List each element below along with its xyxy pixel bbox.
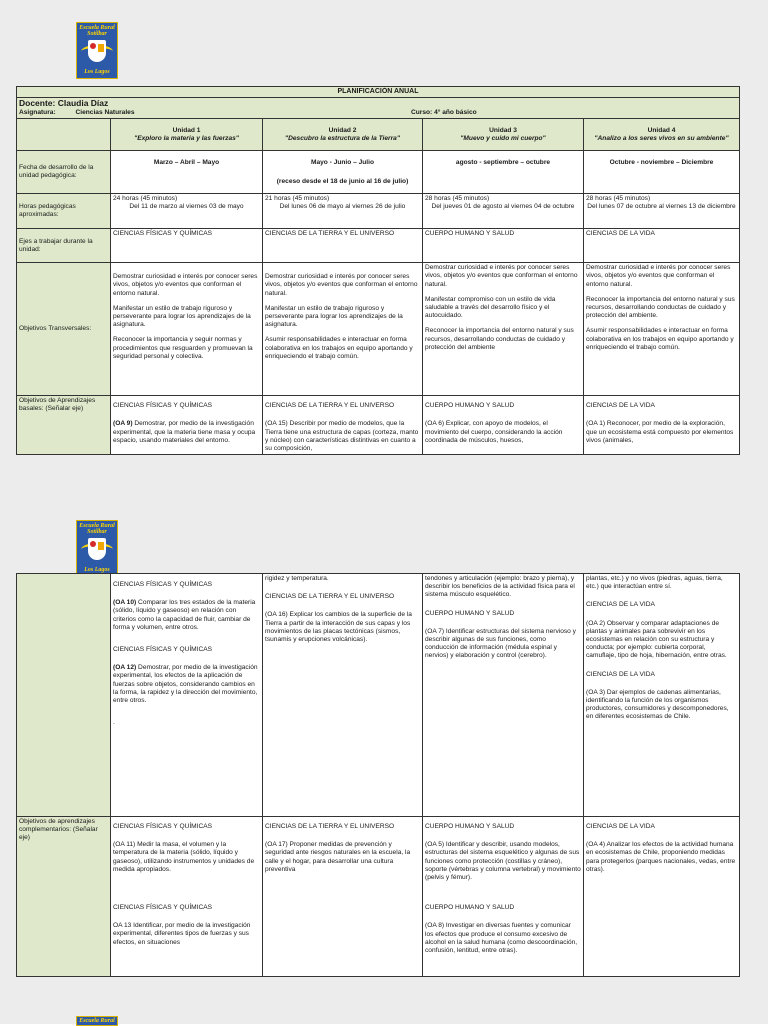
unit-3-complementary-oa: CUERPO HUMANO Y SALUD (OA 5) Identificar y describir, usando modelos, estructuras del sistema esquelético y algunas de sus funciones como protección (costillas y cráneo), soporte (vértebras y columna vertebral) y movimiento (pelvis y fémur). CUERPO HUMANO Y SALUD (OA 8) Investigar en diversas fuentes y comunicar los efectos que produce el consumo excesivo de alcohol en la salud humana (como descoordinación, confusión, lentitud, entre otras).: [423, 817, 584, 977]
recess-note: (receso desde el 18 de junio al 16 de julio): [276, 178, 409, 186]
unit-2-dates: Mayo - Junio – Julio (receso desde el 18 de junio al 16 de julio): [263, 151, 423, 194]
school-logo-page-2: Escuela Rural Sotilbar Los Lagos: [76, 520, 118, 577]
unit-1-axis: CIENCIAS FÍSICAS Y QUÍMICAS: [111, 229, 263, 263]
table-title: PLANIFICACIÓN ANUAL: [17, 87, 740, 98]
unit-4-transversal: Demostrar curiosidad e interés por conocer seres vivos, objetos y/o eventos que conforman el entorno natural. Reconocer la importancia del entorno natural y sus recursos, desarrollando conductas de cuidado y protección del ambiente. Asumir responsabilidades e interactuar en forma colaborativa en los trabajos en equipo aportando y enriqueciendo el trabajo común.: [584, 263, 740, 396]
unit-4-complementary-oa: CIENCIAS DE LA VIDA (OA 4) Analizar los efectos de la actividad humana en ecosistemas de Chile, proponiendo medidas para protegerlos (parques nacionales, vedas, entre otras).: [584, 817, 740, 977]
unit-4-basal-oa-continued: plantas, etc.) y no vivos (piedras, aguas, tierra, etc.) que interactúan entre sí. CIENCIAS DE LA VIDA (OA 2) Observar y comparar adaptaciones de plantas y animales para sobrevivir en los ecosistemas en relación con su estructura y conducta; por ejemplo: cubierta corporal, camuflaje, tipo de hoja, hibernación, entre otras. CIENCIAS DE LA VIDA (OA 3) Dar ejemplos de cadenas alimentarias, identificando la función de los organismos productores, consumidores y descomponedores, en diferentes ecosistemas de Chile.: [584, 574, 740, 817]
unit-1-transversal: Demostrar curiosidad e interés por conocer seres vivos, objetos y/o eventos que conforman el entorno natural. Manifestar un estilo de trabajo riguroso y perseverante para lograr los aprendizajes de la asignatura. Reconocer la importancia y seguir normas y procedimientos que resguarden y promuevan la seguridad personal y colectiva.: [111, 263, 263, 396]
teacher-info: [17, 98, 740, 119]
unit-1-hours: 24 horas (45 minutos) Del 11 de marzo al viernes 03 de mayo: [111, 194, 263, 229]
axes-label: Ejes a trabajar durante la unidad:: [17, 229, 111, 263]
subject-label: Asignatura:: [19, 109, 56, 117]
unit-4-header: Unidad 4 "Analizo a los seres vivos en su ambiente": [584, 119, 740, 151]
unit-3-transversal: Demostrar curiosidad e interés por conocer seres vivos, objetos y/o eventos que conforman el entorno natural. Manifestar compromiso con un estilo de vida saludable a través del desarrollo físico y el autocuidado. Reconocer la importancia del entorno natural y sus recursos, desarrollando conductas de cuidado y protección del ambiente: [423, 263, 584, 396]
unit-4-dates: Octubre - noviembre – Diciembre: [584, 151, 740, 194]
header-empty-cell: [17, 119, 111, 151]
date-label: Fecha de desarrollo de la unidad pedagógica:: [17, 151, 111, 194]
unit-3-basal-oa: CUERPO HUMANO Y SALUD (OA 6) Explicar, con apoyo de modelos, el movimiento del cuerpo, considerando la acción coordinada de músculos, huesos,: [423, 396, 584, 455]
unit-1-complementary-oa: CIENCIAS FÍSICAS Y QUÍMICAS (OA 11) Medir la masa, el volumen y la temperatura de la materia (sólido, líquido y gaseoso), utilizando instrumentos y unidades de medida apropiados. CIENCIAS FÍSICAS Y QUÍMICAS OA 13 Identificar, por medio de la investigación experimental, diferentes tipos de fuerzas y sus efectos, en situaciones: [111, 817, 263, 977]
unit-1-basal-oa: CIENCIAS FÍSICAS Y QUÍMICAS (OA 9) Demostrar, por medio de la investigación experimental, que la materia tiene masa y ocupa espacio, usando materiales del entorno.: [111, 396, 263, 455]
unit-3-hours: 28 horas (45 minutos) Del jueves 01 de agosto al viernes 04 de octubre: [423, 194, 584, 229]
unit-3-basal-oa-continued: tendones y articulación (ejemplo: brazo y pierna), y describir los beneficios de la actividad física para el sistema músculo esquelético. CUERPO HUMANO Y SALUD (OA 7) Identificar estructuras del sistema nervioso y describir algunas de sus funciones, como conducción de información (médula espinal y nervios) y elaboración y control (cerebro).: [423, 574, 584, 817]
unit-2-hours: 21 horas (45 minutos) Del lunes 06 de mayo al viernes 26 de julio: [263, 194, 423, 229]
unit-2-axis: CIENCIAS DE LA TIERRA Y EL UNIVERSO: [263, 229, 423, 263]
basal-oa-label: Objetivos de Aprendizajes basales: (Señalar eje): [17, 396, 111, 455]
hours-label: Horas pedagógicas aproximadas:: [17, 194, 111, 229]
page-1: [16, 86, 739, 455]
unit-4-axis: CIENCIAS DE LA VIDA: [584, 229, 740, 263]
school-logo: Escuela Rural Sotilbar Los Lagos: [76, 22, 118, 79]
unit-2-complementary-oa: CIENCIAS DE LA TIERRA Y EL UNIVERSO (OA 17) Proponer medidas de prevención y seguridad ante riesgos naturales en la escuela, la calle y el hogar, para desarrollar una cultura preventiva: [263, 817, 423, 977]
planning-table-continued: [16, 573, 740, 977]
planning-table: [16, 86, 740, 455]
teacher-name: Docente: Claudia Díaz: [19, 98, 109, 109]
unit-2-basal-oa: CIENCIAS DE LA TIERRA Y EL UNIVERSO (OA 15) Describir por medio de modelos, que la Tierra tiene una estructura de capas (corteza, manto y núcleo) con características distintivas en cuanto a su composición,: [263, 396, 423, 455]
unit-3-header: Unidad 3 "Muevo y cuido mi cuerpo": [423, 119, 584, 151]
unit-2-transversal: Demostrar curiosidad e interés por conocer seres vivos, objetos y/o eventos que conforman el entorno natural. Manifestar un estilo de trabajo riguroso y perseverante para lograr los aprendizajes de la asignatura. Asumir responsabilidades e interactuar en forma colaborativa en los trabajos en equipo aportando y enriqueciendo el trabajo común.: [263, 263, 423, 396]
unit-4-basal-oa: CIENCIAS DE LA VIDA (OA 1) Reconocer, por medio de la exploración, que un ecosistema está compuesto por elementos vivos (animales,: [584, 396, 740, 455]
transversal-label: Objetivos Transversales:: [17, 263, 111, 396]
course-label: Curso: 4° año básico: [411, 109, 477, 117]
unit-1-header: Unidad 1 "Exploro la materia y las fuerzas": [111, 119, 263, 151]
unit-1-dates: Marzo – Abril – Mayo: [111, 151, 263, 194]
unit-4-hours: 28 horas (45 minutos) Del lunes 07 de octubre al viernes 13 de diciembre: [584, 194, 740, 229]
page-2: [16, 573, 739, 977]
complementary-oa-label: Objetivos de aprendizajes complementarios: (Señalar eje): [17, 817, 111, 977]
school-logo-page-3: Escuela Rural: [76, 1016, 118, 1026]
unit-3-dates: agosto - septiembre – octubre: [423, 151, 584, 194]
unit-3-axis: CUERPO HUMANO Y SALUD: [423, 229, 584, 263]
unit-2-basal-oa-continued: rigidez y temperatura. CIENCIAS DE LA TIERRA Y EL UNIVERSO (OA 16) Explicar los cambios de la superficie de la Tierra a partir de la interacción de sus capas y los movimientos de las placas tectónicas (sismos, tsunamis y erupciones volcánicas).: [263, 574, 423, 817]
unit-2-header: Unidad 2 "Descubro la estructura de la Tierra": [263, 119, 423, 151]
subject-value: Ciencias Naturales: [75, 109, 135, 117]
unit-1-basal-oa-continued: CIENCIAS FÍSICAS Y QUÍMICAS (OA 10) Comparar los tres estados de la materia (sólido, líquido y gaseoso) en relación con criterios como la capacidad de fluir, cambiar de forma y volumen, entre otros. CIENCIAS FÍSICAS Y QUÍMICAS (OA 12) Demostrar, por medio de la investigación experimental, los efectos de la aplicación de fuerzas sobre objetos, considerando cambios en la forma, la rapidez y la dirección del movimiento, entre otros. .: [111, 574, 263, 817]
basal-oa-label-continued: [17, 574, 111, 817]
